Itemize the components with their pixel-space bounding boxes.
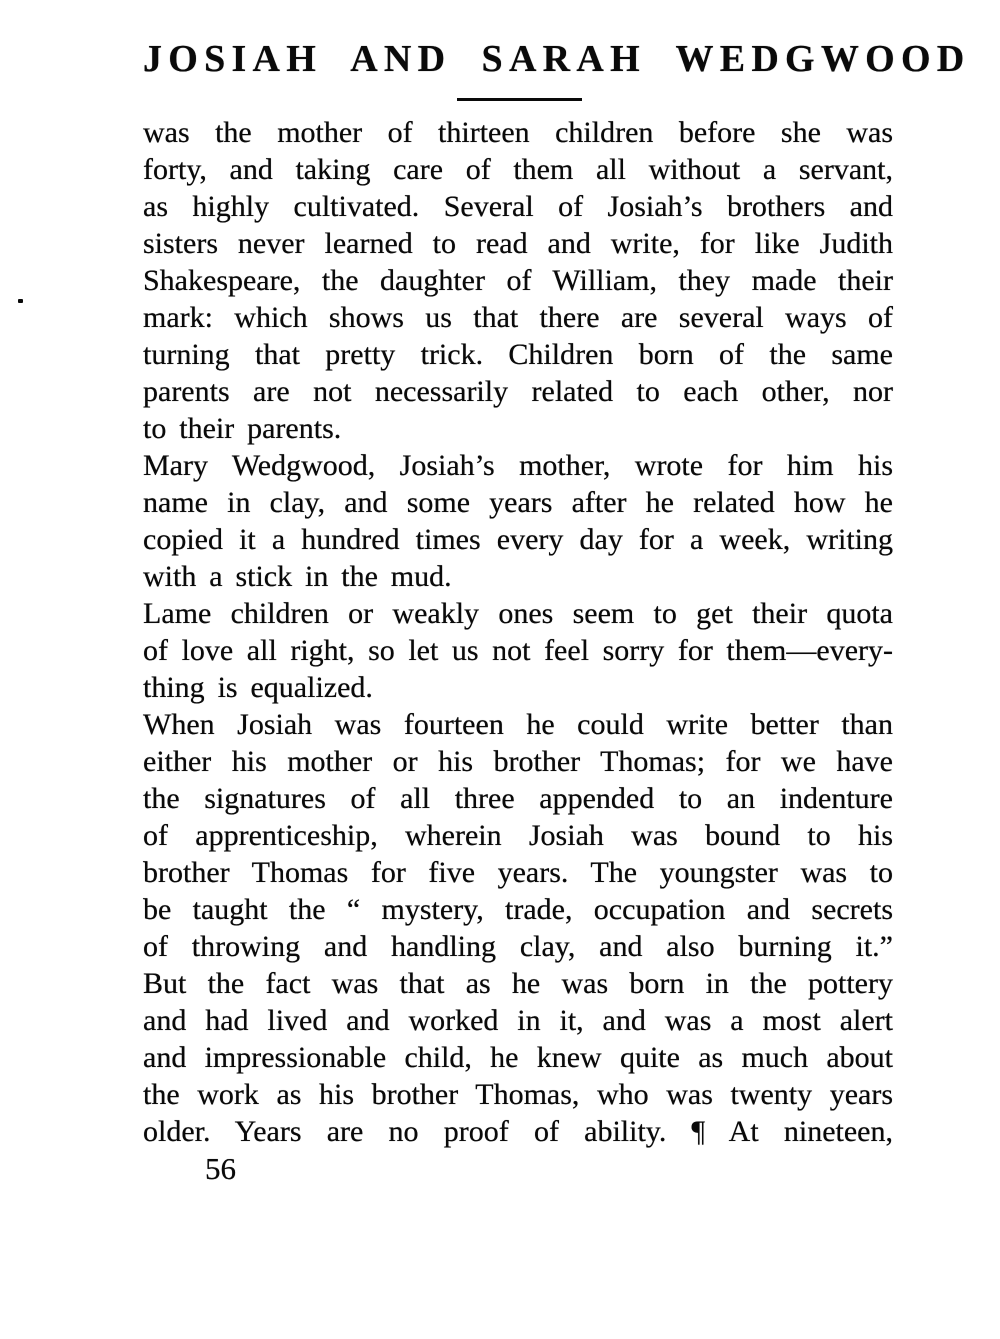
text-line: the signatures of all three appended to an indenture [143, 782, 893, 815]
text-line: of throwing and handling clay, and also burning it.” [143, 930, 893, 963]
text-line: When Josiah was fourteen he could write better than [143, 708, 893, 741]
text-line: of apprenticeship, wherein Josiah was bound to his [143, 819, 893, 852]
text-line: of love all right, so let us not feel sorry for them—every- [143, 634, 893, 667]
text-line: sisters never learned to read and write, for like Judith [143, 227, 893, 260]
text-line: was the mother of thirteen children before she was [143, 116, 893, 149]
paragraph [143, 447, 893, 595]
text-line: Shakespeare, the daughter of William, they made their [143, 264, 893, 297]
text-line: forty, and taking care of them all without a servant, [143, 153, 893, 186]
text-line: Lame children or weakly ones seem to get their quota [143, 597, 893, 630]
text-line: name in clay, and some years after he related how he [143, 486, 893, 519]
text-line: either his mother or his brother Thomas; for we have [143, 745, 893, 778]
header-divider-rule [457, 98, 582, 101]
paragraph [143, 114, 893, 447]
text-line: as highly cultivated. Several of Josiah’s brothers and [143, 190, 893, 223]
page-title: JOSIAH AND SARAH WEDGWOOD [143, 38, 971, 80]
page-number: 56 [205, 1151, 236, 1186]
text-line: copied it a hundred times every day for a week, writing [143, 523, 893, 556]
text-line: to their parents. [143, 412, 342, 445]
text-line: But the fact was that as he was born in the pottery [143, 967, 893, 1000]
text-line: turning that pretty trick. Children born of the same [143, 338, 893, 371]
text-line: brother Thomas for five years. The youngster was to [143, 856, 893, 889]
text-line: with a stick in the mud. [143, 560, 452, 593]
text-line: Mary Wedgwood, Josiah’s mother, wrote for him his [143, 449, 893, 482]
paragraph [143, 595, 893, 706]
body-text [143, 114, 893, 1188]
text-line: parents are not necessarily related to each other, nor [143, 375, 893, 408]
text-line: the work as his brother Thomas, who was twenty years [143, 1078, 893, 1111]
text-line: older. Years are no proof of ability. ¶ At nineteen, [143, 1115, 893, 1148]
text-line: and had lived and worked in it, and was a most alert [143, 1004, 893, 1037]
text-line: be taught the “ mystery, trade, occupation and secrets [143, 893, 893, 926]
paragraph [143, 706, 893, 1150]
scan-artifact-dot [18, 299, 23, 303]
text-line: mark: which shows us that there are several ways of [143, 301, 893, 334]
text-line: and impressionable child, he knew quite as much about [143, 1041, 893, 1074]
text-line: thing is equalized. [143, 671, 373, 704]
